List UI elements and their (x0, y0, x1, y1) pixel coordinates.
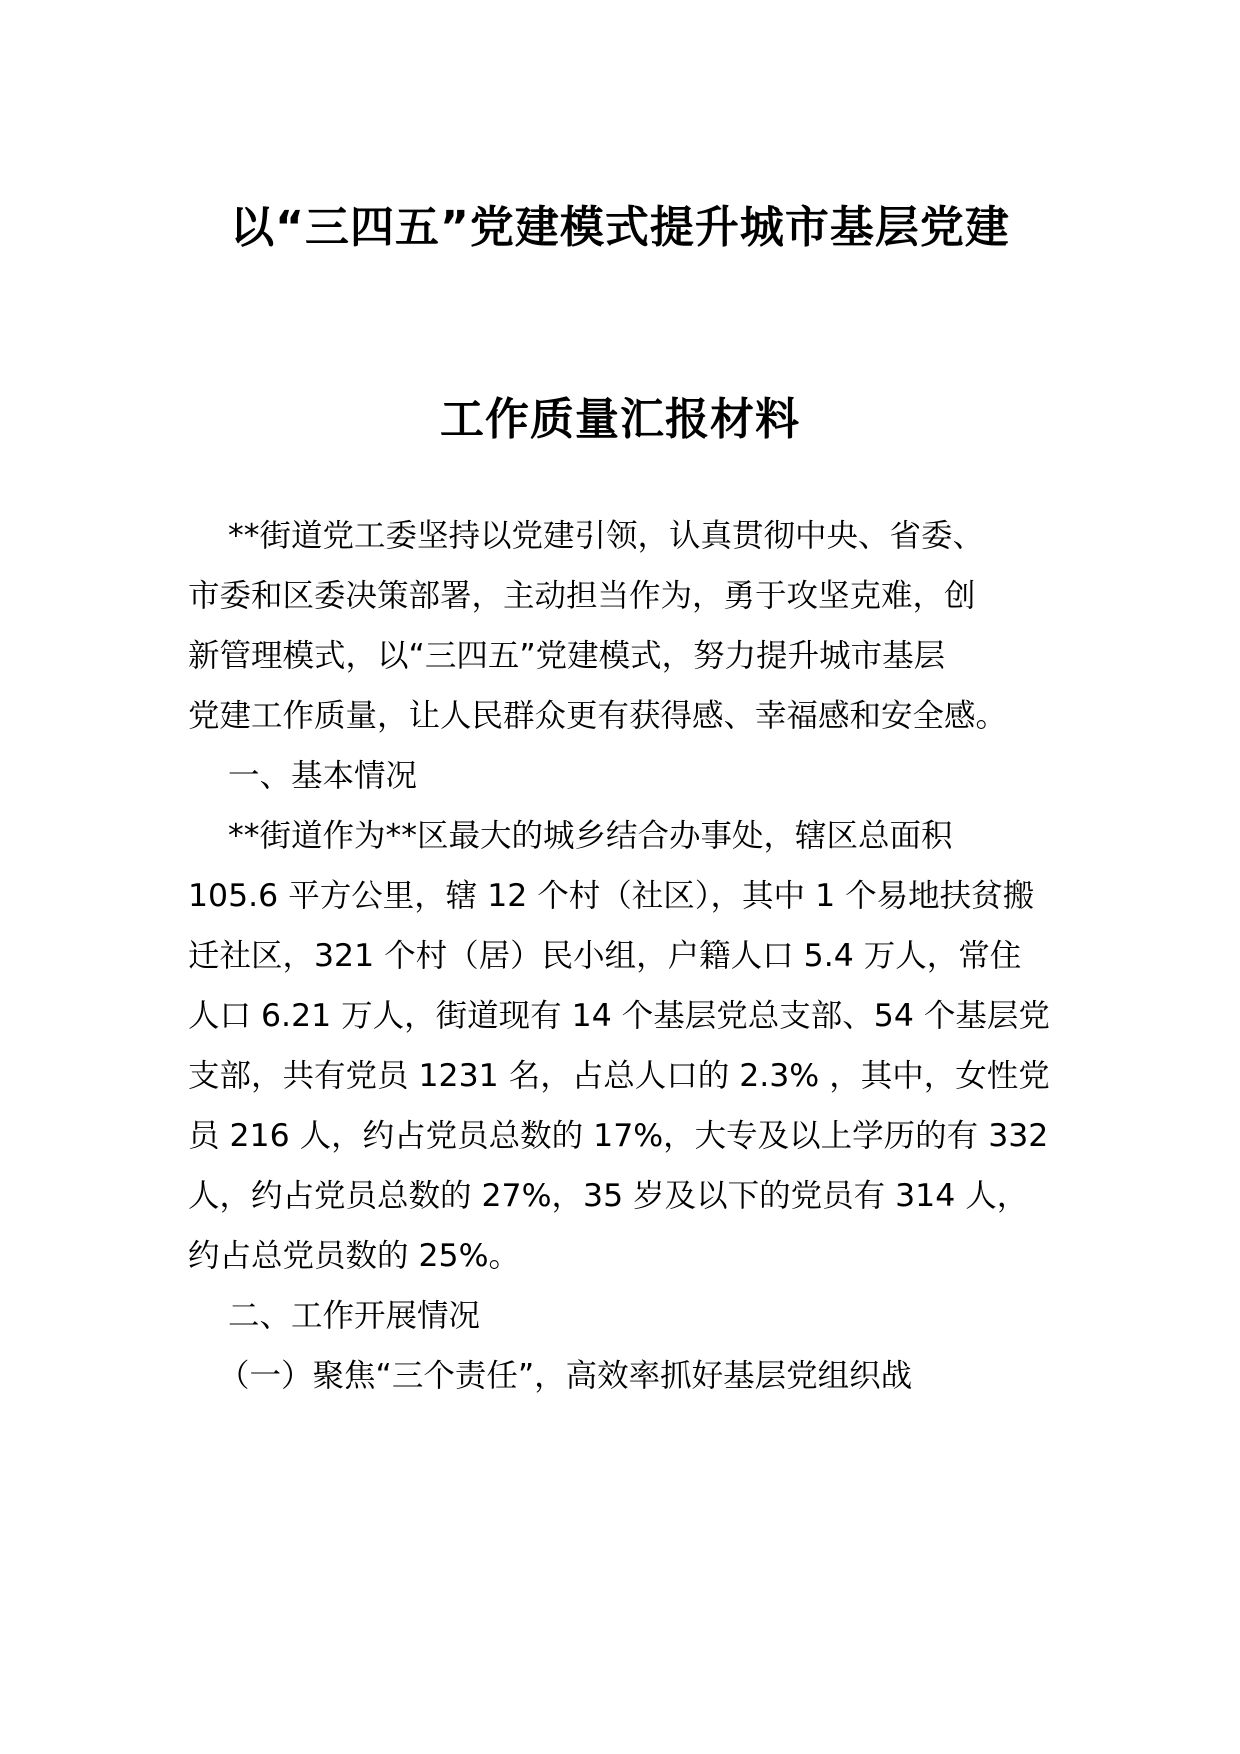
subsection-heading-1: （一）聚焦“三个责任”，高效率抓好基层党组织战 (188, 1358, 913, 1394)
body-line-12: 人，约占党员总数的 27%，35 岁及以下的党员有 314 人， (188, 1178, 1029, 1214)
section-heading-2: 二、工作开展情况 (188, 1298, 481, 1334)
document-title-line-1: 以“三四五”党建模式提升城市基层党建 (230, 202, 1010, 253)
body-line-6: **街道作为**区最大的城乡结合办事处，辖区总面积 (188, 818, 953, 854)
body-line-13: 约占总党员数的 25%。 (188, 1238, 521, 1274)
body-line-3: 新管理模式，以“三四五”党建模式，努力提升城市基层 (188, 638, 946, 674)
body-line-2: 市委和区委决策部署，主动担当作为，勇于攻坚克难，创 (188, 578, 976, 614)
body-line-11: 员 216 人，约占党员总数的 17%，大专及以上学历的有 332 (188, 1118, 1049, 1154)
section-heading-1: 一、基本情况 (188, 758, 418, 794)
body-line-10: 支部，共有党员 1231 名，占总人口的 2.3% ，其中，女性党 (188, 1058, 1050, 1094)
body-line-1: **街道党工委坚持以党建引领，认真贯彻中央、省委、 (188, 518, 985, 554)
body-line-9: 人口 6.21 万人，街道现有 14 个基层党总支部、54 个基层党 (188, 998, 1050, 1034)
body-line-7: 105.6 平方公里，辖 12 个村（社区），其中 1 个易地扶贫搬 (188, 878, 1035, 914)
body-line-8: 迁社区，321 个村（居）民小组，户籍人口 5.4 万人，常住 (188, 938, 1022, 974)
body-line-4: 党建工作质量，让人民群众更有获得感、幸福感和安全感。 (188, 698, 1008, 734)
document-title-line-2: 工作质量汇报材料 (440, 394, 800, 445)
